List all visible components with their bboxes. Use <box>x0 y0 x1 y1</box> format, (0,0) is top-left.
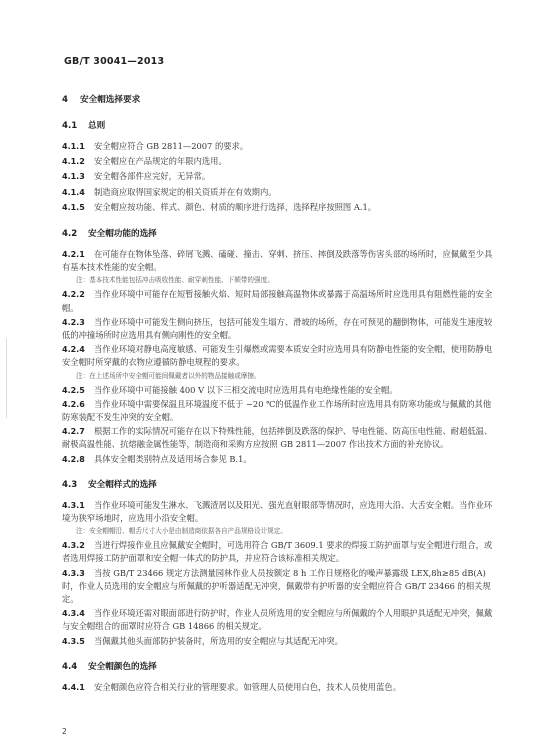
clause-number: 4.2.7 <box>62 427 85 437</box>
section-title: 安全帽样式的选择 <box>88 479 157 490</box>
section-title: 安全帽颜色的选择 <box>88 661 157 672</box>
clause-number: 4.2.4 <box>62 345 85 355</box>
clause-4-3-1 <box>62 499 494 525</box>
clause-number: 4.2.1 <box>62 250 85 260</box>
clause-4-3-5 <box>62 635 494 648</box>
clause-number: 4.2.8 <box>62 454 85 464</box>
clause-number: 4.2.6 <box>62 399 85 409</box>
section-number: 4.3 <box>62 479 78 490</box>
clause-4-3-2 <box>62 539 494 565</box>
note-brim-size: 注：安全帽帽沿、帽舌尺寸大小是由制造商依据各自产品规格设计规定。 <box>76 527 287 536</box>
clause-4-1-4 <box>62 186 494 199</box>
page-number: 2 <box>62 727 67 736</box>
clause-4-2-8 <box>62 453 494 466</box>
clause-4-2-5 <box>62 384 494 397</box>
clause-4-2-7 <box>62 425 494 451</box>
clause-4-1-1 <box>62 140 494 153</box>
section-4-heading <box>62 94 494 106</box>
section-number: 4.1 <box>62 121 78 131</box>
clause-text: 当作业环境中可能存在短暂接触火焰、短时局部接触高温物体或暴露于高温场所时应选用具有阻燃性能的安全帽。 <box>62 289 493 313</box>
clause-text: 安全帽应按功能、样式、颜色、材质的顺序进行选择，选择程序按照图 A.1。 <box>94 201 377 212</box>
clause-number: 4.3.1 <box>62 500 85 510</box>
clause-text: 具体安全帽类别特点及适用场合参见 B.1。 <box>94 453 252 464</box>
clause-number: 4.3.4 <box>62 609 85 619</box>
section-4-4-heading <box>62 661 494 673</box>
section-number: 4.2 <box>62 229 78 240</box>
clause-4-3-3 <box>62 567 494 607</box>
section-4-2-heading <box>62 228 494 240</box>
clause-number: 4.3.2 <box>62 541 85 551</box>
clause-text: 在可能存在物体坠落、碎屑飞溅、磕碰、撞击、穿刺、挤压、摔倒及跌落等伤害头部的场所时，应佩戴至少具有基本技术性能的安全帽。 <box>62 249 493 273</box>
clause-4-1-5 <box>62 201 494 214</box>
clause-4-2-2 <box>62 288 494 314</box>
clause-4-4-1 <box>62 681 494 694</box>
clause-number: 4.1.1 <box>62 142 85 151</box>
standard-code-header: GB/T 30041—2013 <box>64 56 165 67</box>
clause-text: 当进行焊接作业且应佩戴安全帽时，可选用符合 GB/T 3609.1 要求的焊接工防护面罩与安全帽进行组合，或者选用焊接工防护面罩和安全帽一体式的防护具，并应符合该标准相关规定。 <box>62 540 493 564</box>
clause-4-2-3 <box>62 316 494 342</box>
scan-edge-mark <box>6 338 7 418</box>
clause-number: 4.3.3 <box>62 568 85 578</box>
clause-4-1-2 <box>62 155 494 168</box>
clause-number: 4.4.1 <box>62 682 85 692</box>
document-body <box>62 94 494 695</box>
clause-text: 当作业环境可能发生淋水、飞溅渣屑以及阳光、强光直射眼部等情况时，应选用大沿、大舌安全帽。当作业环境为狭窄场地时，应选用小沿安全帽。 <box>62 499 493 524</box>
section-number: 4.4 <box>62 661 78 672</box>
clause-text: 根据工作的实际情况可能存在以下特殊性能，包括摔倒及跌落的保护、导电性能、防高压电性能、耐超低温、耐极高温性能、抗熔融金属性能等，制造商和采购方应按照 GB 2811—2007 作出技术方面的补充协议。 <box>62 426 493 450</box>
clause-text: 当作业环境对静电高度敏感、可能发生引爆燃或需要本质安全时应选用具有防静电性能的安全帽，使用防静电安全帽时所穿戴的衣物应遵循防静电规程的要求。 <box>62 344 493 368</box>
clause-4-1-3 <box>62 170 494 183</box>
clause-text: 制造商应取得国家规定的相关资质并在有效期内。 <box>94 186 277 197</box>
clause-number: 4.1.4 <box>62 187 85 197</box>
section-4-1-heading <box>62 120 494 132</box>
clause-number: 4.3.5 <box>62 636 85 646</box>
clause-number: 4.2.2 <box>62 290 85 300</box>
clause-text: 安全帽应在产品规定的年限内选用。 <box>94 156 227 167</box>
section-title: 安全帽选择要求 <box>80 95 141 105</box>
clause-text: 安全帽应符合 GB 2811—2007 的要求。 <box>94 141 249 151</box>
section-4-3-heading <box>62 479 494 491</box>
clause-text: 当作业环境中可能接触 400 V 以下三相交流电时应选用具有电绝缘性能的安全帽。 <box>94 384 398 395</box>
clause-number: 4.1.5 <box>62 202 85 212</box>
clause-text: 当作业环境中可能发生侧向挤压，包括可能发生塌方、滑坡的场所，存在可预见的翻倒物体，可能发生速度较低的冲撞场所时应选用具有侧向刚性的安全帽。 <box>62 316 493 341</box>
clause-4-2-6 <box>62 398 494 424</box>
clause-text: 安全帽颜色应符合相关行业的管理要求。如管理人员使用白色，技术人员使用蓝色。 <box>94 681 401 692</box>
clause-number: 4.2.5 <box>62 385 85 395</box>
clause-text: 当作业环境中需要保温且环境温度不低于 −20 ℃的低温作业工作场所时应选用具有防寒功能或与佩戴的其他防寒装配不发生冲突的安全帽。 <box>62 398 492 423</box>
note-basic-performance: 注：基本技术性能包括冲击吸收性能、耐穿刺性能、下颏带的强度。 <box>76 276 274 285</box>
section-title: 安全帽功能的选择 <box>88 229 157 240</box>
clause-number: 4.2.3 <box>62 317 85 327</box>
clause-4-2-1 <box>62 248 494 274</box>
clause-4-2-4 <box>62 343 494 369</box>
clause-number: 4.1.3 <box>62 172 85 182</box>
clause-number: 4.1.2 <box>62 157 85 167</box>
clause-text: 当佩戴其他头面部防护装备时，所选用的安全帽应与其适配无冲突。 <box>94 635 343 646</box>
clause-text: 当按 GB/T 23466 规定方法测量园林作业人员按额定 8 h 工作日规格化的噪声暴露级 LEX,8h≥85 dB(A)时，作业人员选用的安全帽应与所佩戴的护听器适配无冲突，佩戴带有护听器的安全帽应符合 GB/T 23466 的相关规定。 <box>62 567 491 605</box>
clause-text: 当作业环境还需对眼面部进行防护时，作业人员所选用的安全帽应与所佩戴的个人用眼护具适配无冲突，佩戴与安全帽组合的面罩时应符合 GB 14866 的相关规定。 <box>62 608 493 632</box>
section-number: 4 <box>62 95 68 105</box>
section-title: 总则 <box>88 121 106 131</box>
note-antistatic: 注：在上述场所中安全帽可能间佩戴者以外的物品接触或摩擦。 <box>76 371 261 380</box>
clause-text: 安全帽各部件应完好，无异常。 <box>94 171 211 182</box>
clause-4-3-4 <box>62 607 494 633</box>
